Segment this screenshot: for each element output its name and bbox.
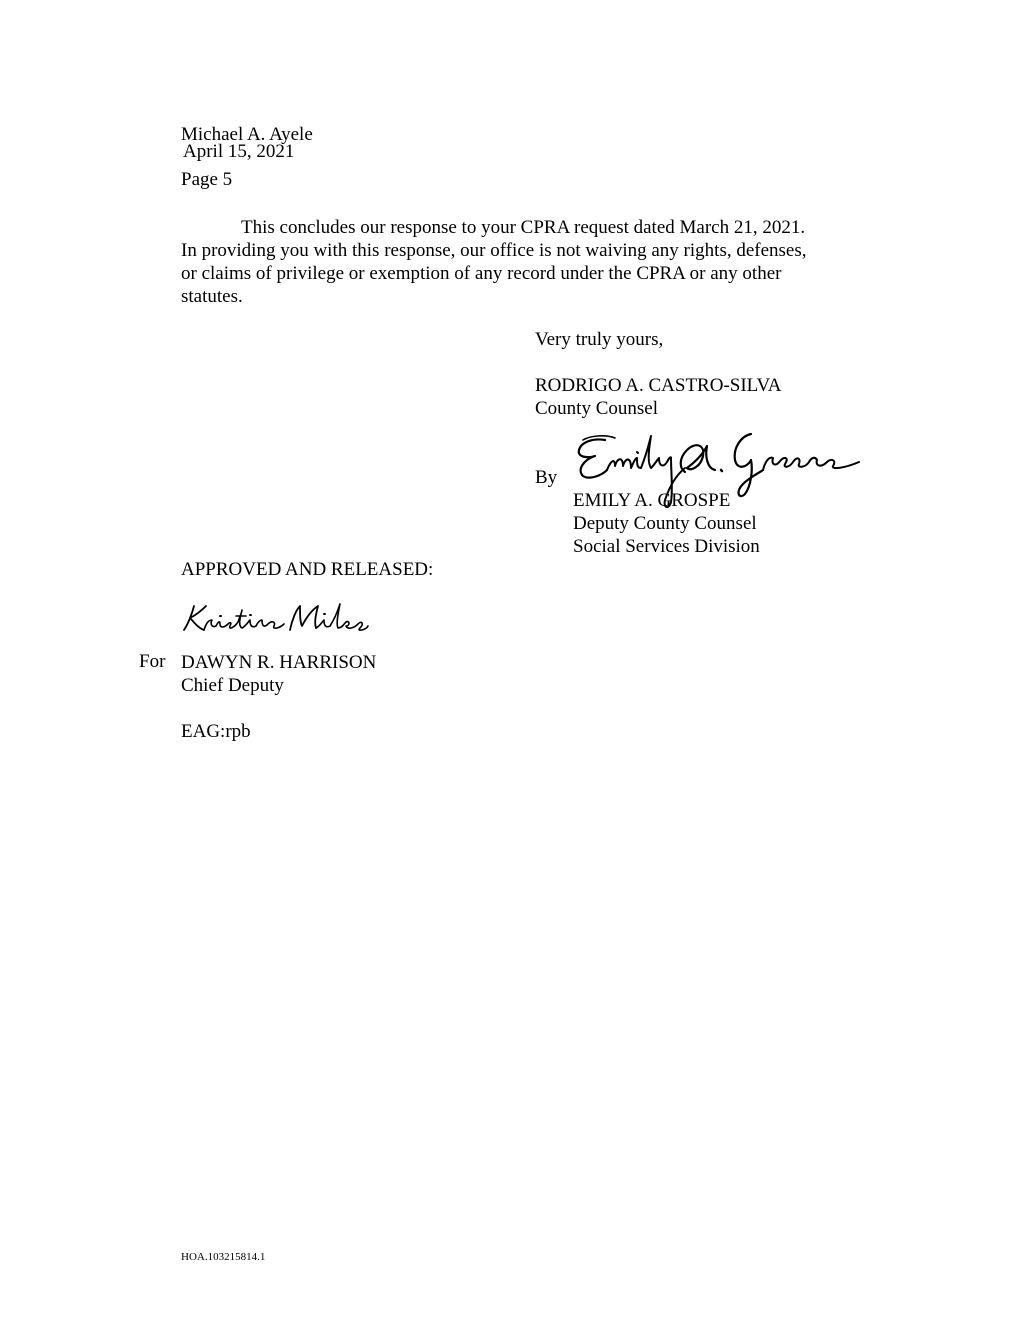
closing-title: County Counsel xyxy=(535,398,658,419)
signer-title: Deputy County Counsel xyxy=(573,513,757,534)
approver-title: Chief Deputy xyxy=(181,675,284,696)
approver-name: DAWYN R. HARRISON xyxy=(181,652,377,673)
approval-label: APPROVED AND RELEASED: xyxy=(181,559,434,580)
by-label: By xyxy=(535,467,558,488)
for-label: For xyxy=(139,651,166,672)
closing-name: RODRIGO A. CASTRO-SILVA xyxy=(535,375,782,396)
body-line-1: This concludes our response to your CPRA request dated March 21, 2021. xyxy=(241,217,806,238)
reference-initials: EAG:rpb xyxy=(181,721,251,742)
body-line-3: or claims of privilege or exemption of any record under the CPRA or any other xyxy=(181,263,782,284)
document-id: HOA.103215814.1 xyxy=(181,1251,266,1263)
letter-date: April 15, 2021 xyxy=(183,141,295,162)
approval-signature-image xyxy=(180,600,370,636)
signer-name: EMILY A. GROSPE xyxy=(573,490,731,511)
page-number: Page 5 xyxy=(181,169,233,190)
recipient-name: Michael A. Ayele xyxy=(181,124,313,145)
body-line-4: statutes. xyxy=(181,286,243,307)
signer-division: Social Services Division xyxy=(573,536,760,557)
body-line-2: In providing you with this response, our office is not waiving any rights, defenses, xyxy=(181,240,807,261)
closing-salutation: Very truly yours, xyxy=(535,329,664,350)
